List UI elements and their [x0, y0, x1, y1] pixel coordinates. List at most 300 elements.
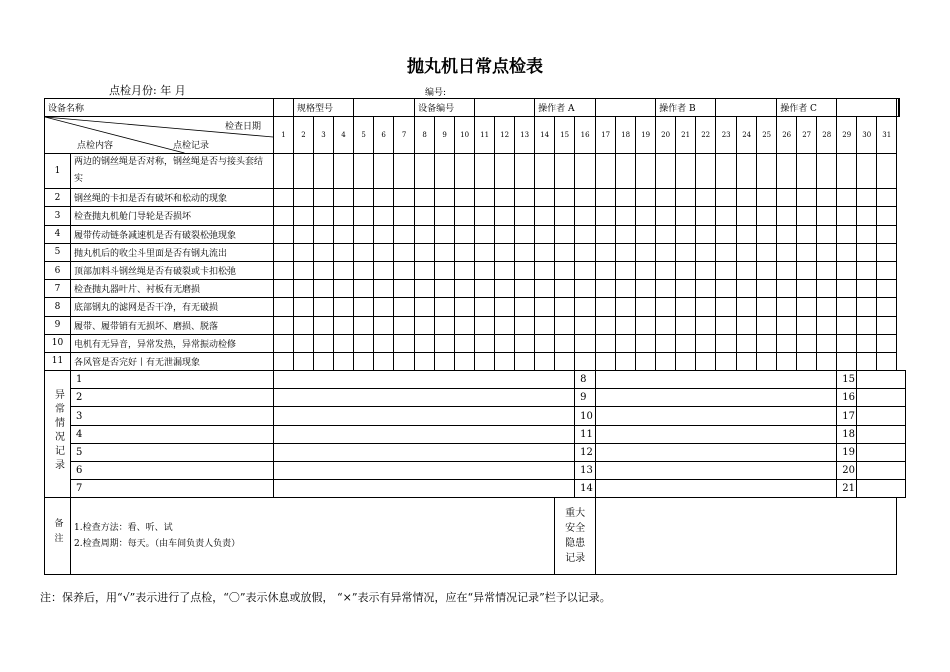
- check-cell[interactable]: [394, 154, 415, 189]
- check-cell[interactable]: [757, 225, 777, 243]
- check-cell[interactable]: [354, 316, 374, 334]
- check-cell[interactable]: [394, 261, 415, 279]
- check-cell[interactable]: [274, 243, 294, 261]
- model-value[interactable]: [354, 99, 415, 117]
- check-cell[interactable]: [797, 316, 817, 334]
- check-cell[interactable]: [797, 261, 817, 279]
- check-cell[interactable]: [394, 280, 415, 298]
- check-cell[interactable]: [575, 225, 596, 243]
- check-cell[interactable]: [455, 352, 475, 370]
- check-cell[interactable]: [596, 225, 616, 243]
- check-cell[interactable]: [837, 243, 857, 261]
- check-cell[interactable]: [535, 316, 555, 334]
- check-cell[interactable]: [475, 316, 495, 334]
- check-cell[interactable]: [555, 316, 575, 334]
- check-cell[interactable]: [777, 280, 797, 298]
- check-cell[interactable]: [535, 280, 555, 298]
- check-cell[interactable]: [837, 352, 857, 370]
- check-cell[interactable]: [636, 334, 656, 352]
- check-cell[interactable]: [616, 243, 636, 261]
- check-cell[interactable]: [535, 189, 555, 207]
- check-cell[interactable]: [656, 298, 676, 316]
- check-cell[interactable]: [314, 280, 334, 298]
- check-cell[interactable]: [314, 189, 334, 207]
- check-cell[interactable]: [535, 334, 555, 352]
- check-cell[interactable]: [716, 225, 737, 243]
- check-cell[interactable]: [354, 334, 374, 352]
- check-cell[interactable]: [817, 334, 837, 352]
- check-cell[interactable]: [274, 154, 294, 189]
- check-cell[interactable]: [716, 280, 737, 298]
- check-cell[interactable]: [575, 243, 596, 261]
- check-cell[interactable]: [575, 207, 596, 225]
- check-cell[interactable]: [475, 298, 495, 316]
- check-cell[interactable]: [777, 225, 797, 243]
- check-cell[interactable]: [596, 298, 616, 316]
- check-cell[interactable]: [274, 189, 294, 207]
- check-cell[interactable]: [797, 189, 817, 207]
- check-cell[interactable]: [877, 298, 897, 316]
- check-cell[interactable]: [354, 154, 374, 189]
- check-cell[interactable]: [354, 207, 374, 225]
- check-cell[interactable]: [596, 189, 616, 207]
- check-cell[interactable]: [314, 298, 334, 316]
- check-cell[interactable]: [555, 298, 575, 316]
- check-cell[interactable]: [334, 280, 354, 298]
- check-cell[interactable]: [696, 316, 716, 334]
- check-cell[interactable]: [877, 207, 897, 225]
- check-cell[interactable]: [857, 298, 877, 316]
- check-cell[interactable]: [676, 334, 696, 352]
- check-cell[interactable]: [555, 154, 575, 189]
- check-cell[interactable]: [797, 352, 817, 370]
- check-cell[interactable]: [877, 243, 897, 261]
- check-cell[interactable]: [394, 334, 415, 352]
- check-cell[interactable]: [535, 261, 555, 279]
- check-cell[interactable]: [696, 225, 716, 243]
- check-cell[interactable]: [334, 298, 354, 316]
- check-cell[interactable]: [716, 316, 737, 334]
- check-cell[interactable]: [837, 189, 857, 207]
- check-cell[interactable]: [354, 280, 374, 298]
- check-cell[interactable]: [515, 225, 535, 243]
- check-cell[interactable]: [757, 334, 777, 352]
- check-cell[interactable]: [575, 189, 596, 207]
- check-cell[interactable]: [555, 261, 575, 279]
- abnormal-entry[interactable]: [274, 462, 575, 480]
- check-cell[interactable]: [415, 207, 435, 225]
- check-cell[interactable]: [777, 189, 797, 207]
- check-cell[interactable]: [837, 154, 857, 189]
- check-cell[interactable]: [475, 334, 495, 352]
- check-cell[interactable]: [515, 298, 535, 316]
- check-cell[interactable]: [435, 316, 455, 334]
- check-cell[interactable]: [877, 280, 897, 298]
- check-cell[interactable]: [737, 298, 757, 316]
- operator-c-value[interactable]: [837, 99, 897, 117]
- check-cell[interactable]: [737, 189, 757, 207]
- check-cell[interactable]: [515, 334, 535, 352]
- check-cell[interactable]: [374, 189, 394, 207]
- check-cell[interactable]: [837, 316, 857, 334]
- check-cell[interactable]: [435, 334, 455, 352]
- check-cell[interactable]: [354, 261, 374, 279]
- check-cell[interactable]: [716, 154, 737, 189]
- check-cell[interactable]: [475, 189, 495, 207]
- abnormal-entry[interactable]: [857, 407, 906, 425]
- check-cell[interactable]: [596, 334, 616, 352]
- abnormal-entry[interactable]: [274, 407, 575, 425]
- check-cell[interactable]: [696, 154, 716, 189]
- check-cell[interactable]: [616, 352, 636, 370]
- operator-b-value[interactable]: [716, 99, 777, 117]
- check-cell[interactable]: [535, 207, 555, 225]
- check-cell[interactable]: [616, 261, 636, 279]
- check-cell[interactable]: [535, 225, 555, 243]
- check-cell[interactable]: [676, 298, 696, 316]
- check-cell[interactable]: [455, 280, 475, 298]
- check-cell[interactable]: [575, 352, 596, 370]
- check-cell[interactable]: [455, 225, 475, 243]
- check-cell[interactable]: [636, 280, 656, 298]
- check-cell[interactable]: [737, 243, 757, 261]
- check-cell[interactable]: [314, 261, 334, 279]
- check-cell[interactable]: [294, 154, 314, 189]
- check-cell[interactable]: [817, 298, 837, 316]
- abnormal-entry[interactable]: [596, 425, 837, 443]
- check-cell[interactable]: [596, 352, 616, 370]
- check-cell[interactable]: [857, 189, 877, 207]
- check-cell[interactable]: [314, 207, 334, 225]
- check-cell[interactable]: [495, 316, 515, 334]
- check-cell[interactable]: [475, 207, 495, 225]
- check-cell[interactable]: [696, 189, 716, 207]
- check-cell[interactable]: [555, 352, 575, 370]
- check-cell[interactable]: [877, 352, 897, 370]
- check-cell[interactable]: [777, 154, 797, 189]
- check-cell[interactable]: [857, 334, 877, 352]
- check-cell[interactable]: [596, 243, 616, 261]
- check-cell[interactable]: [797, 280, 817, 298]
- abnormal-entry[interactable]: [596, 480, 837, 498]
- check-cell[interactable]: [596, 316, 616, 334]
- check-cell[interactable]: [596, 154, 616, 189]
- check-cell[interactable]: [394, 207, 415, 225]
- check-cell[interactable]: [676, 261, 696, 279]
- check-cell[interactable]: [394, 352, 415, 370]
- check-cell[interactable]: [817, 280, 837, 298]
- check-cell[interactable]: [334, 154, 354, 189]
- check-cell[interactable]: [555, 334, 575, 352]
- check-cell[interactable]: [515, 189, 535, 207]
- check-cell[interactable]: [475, 225, 495, 243]
- check-cell[interactable]: [777, 352, 797, 370]
- check-cell[interactable]: [737, 316, 757, 334]
- check-cell[interactable]: [616, 316, 636, 334]
- check-cell[interactable]: [475, 154, 495, 189]
- check-cell[interactable]: [354, 243, 374, 261]
- check-cell[interactable]: [777, 334, 797, 352]
- check-cell[interactable]: [394, 243, 415, 261]
- check-cell[interactable]: [877, 316, 897, 334]
- check-cell[interactable]: [274, 280, 294, 298]
- equip-name-value[interactable]: [274, 99, 294, 117]
- check-cell[interactable]: [656, 207, 676, 225]
- check-cell[interactable]: [294, 225, 314, 243]
- check-cell[interactable]: [636, 225, 656, 243]
- check-cell[interactable]: [455, 334, 475, 352]
- dept-value[interactable]: [898, 99, 899, 117]
- operator-a-value[interactable]: [596, 99, 656, 117]
- check-cell[interactable]: [877, 189, 897, 207]
- check-cell[interactable]: [475, 280, 495, 298]
- check-cell[interactable]: [636, 154, 656, 189]
- check-cell[interactable]: [817, 207, 837, 225]
- check-cell[interactable]: [334, 334, 354, 352]
- check-cell[interactable]: [475, 243, 495, 261]
- check-cell[interactable]: [757, 207, 777, 225]
- check-cell[interactable]: [676, 225, 696, 243]
- check-cell[interactable]: [354, 352, 374, 370]
- check-cell[interactable]: [616, 154, 636, 189]
- check-cell[interactable]: [575, 154, 596, 189]
- check-cell[interactable]: [274, 207, 294, 225]
- check-cell[interactable]: [716, 261, 737, 279]
- check-cell[interactable]: [696, 261, 716, 279]
- check-cell[interactable]: [575, 316, 596, 334]
- check-cell[interactable]: [857, 352, 877, 370]
- check-cell[interactable]: [656, 352, 676, 370]
- check-cell[interactable]: [656, 154, 676, 189]
- check-cell[interactable]: [757, 243, 777, 261]
- check-cell[interactable]: [857, 261, 877, 279]
- check-cell[interactable]: [294, 352, 314, 370]
- check-cell[interactable]: [716, 298, 737, 316]
- check-cell[interactable]: [274, 334, 294, 352]
- check-cell[interactable]: [495, 189, 515, 207]
- check-cell[interactable]: [314, 352, 334, 370]
- check-cell[interactable]: [877, 261, 897, 279]
- check-cell[interactable]: [857, 207, 877, 225]
- check-cell[interactable]: [294, 243, 314, 261]
- check-cell[interactable]: [757, 316, 777, 334]
- check-cell[interactable]: [374, 316, 394, 334]
- abnormal-entry[interactable]: [596, 407, 837, 425]
- check-cell[interactable]: [515, 316, 535, 334]
- check-cell[interactable]: [676, 316, 696, 334]
- check-cell[interactable]: [354, 225, 374, 243]
- check-cell[interactable]: [857, 280, 877, 298]
- check-cell[interactable]: [797, 298, 817, 316]
- check-cell[interactable]: [777, 207, 797, 225]
- check-cell[interactable]: [656, 189, 676, 207]
- check-cell[interactable]: [797, 243, 817, 261]
- check-cell[interactable]: [314, 334, 334, 352]
- check-cell[interactable]: [616, 189, 636, 207]
- check-cell[interactable]: [415, 243, 435, 261]
- abnormal-entry[interactable]: [857, 462, 906, 480]
- check-cell[interactable]: [374, 243, 394, 261]
- check-cell[interactable]: [596, 261, 616, 279]
- check-cell[interactable]: [535, 352, 555, 370]
- check-cell[interactable]: [817, 189, 837, 207]
- check-cell[interactable]: [837, 280, 857, 298]
- check-cell[interactable]: [696, 298, 716, 316]
- check-cell[interactable]: [495, 154, 515, 189]
- check-cell[interactable]: [495, 298, 515, 316]
- abnormal-entry[interactable]: [596, 389, 837, 407]
- abnormal-entry[interactable]: [857, 371, 906, 389]
- check-cell[interactable]: [716, 189, 737, 207]
- check-cell[interactable]: [334, 207, 354, 225]
- check-cell[interactable]: [294, 298, 314, 316]
- check-cell[interactable]: [777, 243, 797, 261]
- check-cell[interactable]: [435, 261, 455, 279]
- check-cell[interactable]: [877, 334, 897, 352]
- check-cell[interactable]: [334, 225, 354, 243]
- check-cell[interactable]: [596, 280, 616, 298]
- check-cell[interactable]: [656, 280, 676, 298]
- check-cell[interactable]: [314, 243, 334, 261]
- abnormal-entry[interactable]: [596, 462, 837, 480]
- check-cell[interactable]: [394, 316, 415, 334]
- major-hazard-entry[interactable]: [596, 498, 897, 575]
- check-cell[interactable]: [636, 352, 656, 370]
- check-cell[interactable]: [837, 298, 857, 316]
- check-cell[interactable]: [797, 154, 817, 189]
- check-cell[interactable]: [575, 261, 596, 279]
- check-cell[interactable]: [354, 298, 374, 316]
- check-cell[interactable]: [415, 316, 435, 334]
- check-cell[interactable]: [817, 243, 837, 261]
- check-cell[interactable]: [757, 352, 777, 370]
- check-cell[interactable]: [334, 261, 354, 279]
- check-cell[interactable]: [515, 352, 535, 370]
- check-cell[interactable]: [656, 225, 676, 243]
- abnormal-entry[interactable]: [857, 389, 906, 407]
- check-cell[interactable]: [334, 243, 354, 261]
- check-cell[interactable]: [555, 189, 575, 207]
- check-cell[interactable]: [636, 243, 656, 261]
- check-cell[interactable]: [374, 154, 394, 189]
- check-cell[interactable]: [676, 280, 696, 298]
- check-cell[interactable]: [374, 334, 394, 352]
- check-cell[interactable]: [817, 154, 837, 189]
- check-cell[interactable]: [314, 225, 334, 243]
- check-cell[interactable]: [696, 207, 716, 225]
- check-cell[interactable]: [636, 207, 656, 225]
- check-cell[interactable]: [475, 352, 495, 370]
- check-cell[interactable]: [495, 352, 515, 370]
- check-cell[interactable]: [737, 261, 757, 279]
- check-cell[interactable]: [435, 225, 455, 243]
- check-cell[interactable]: [515, 243, 535, 261]
- check-cell[interactable]: [716, 352, 737, 370]
- check-cell[interactable]: [334, 316, 354, 334]
- check-cell[interactable]: [274, 261, 294, 279]
- check-cell[interactable]: [435, 298, 455, 316]
- check-cell[interactable]: [274, 298, 294, 316]
- check-cell[interactable]: [415, 154, 435, 189]
- check-cell[interactable]: [777, 316, 797, 334]
- equip-no-value[interactable]: [475, 99, 535, 117]
- check-cell[interactable]: [374, 352, 394, 370]
- abnormal-entry[interactable]: [274, 480, 575, 498]
- check-cell[interactable]: [575, 280, 596, 298]
- check-cell[interactable]: [435, 352, 455, 370]
- check-cell[interactable]: [757, 261, 777, 279]
- check-cell[interactable]: [495, 225, 515, 243]
- check-cell[interactable]: [374, 207, 394, 225]
- check-cell[interactable]: [737, 154, 757, 189]
- check-cell[interactable]: [797, 334, 817, 352]
- check-cell[interactable]: [535, 298, 555, 316]
- check-cell[interactable]: [475, 261, 495, 279]
- check-cell[interactable]: [656, 316, 676, 334]
- abnormal-entry[interactable]: [596, 371, 837, 389]
- check-cell[interactable]: [515, 207, 535, 225]
- check-cell[interactable]: [877, 154, 897, 189]
- check-cell[interactable]: [616, 225, 636, 243]
- check-cell[interactable]: [555, 280, 575, 298]
- check-cell[interactable]: [616, 334, 636, 352]
- check-cell[interactable]: [636, 298, 656, 316]
- check-cell[interactable]: [495, 261, 515, 279]
- abnormal-entry[interactable]: [857, 443, 906, 461]
- check-cell[interactable]: [857, 243, 877, 261]
- check-cell[interactable]: [817, 316, 837, 334]
- check-cell[interactable]: [676, 189, 696, 207]
- check-cell[interactable]: [415, 225, 435, 243]
- abnormal-entry[interactable]: [857, 480, 906, 498]
- check-cell[interactable]: [716, 334, 737, 352]
- check-cell[interactable]: [716, 243, 737, 261]
- check-cell[interactable]: [274, 225, 294, 243]
- check-cell[interactable]: [374, 280, 394, 298]
- check-cell[interactable]: [656, 334, 676, 352]
- check-cell[interactable]: [415, 334, 435, 352]
- abnormal-entry[interactable]: [857, 425, 906, 443]
- check-cell[interactable]: [676, 207, 696, 225]
- check-cell[interactable]: [394, 189, 415, 207]
- check-cell[interactable]: [274, 316, 294, 334]
- check-cell[interactable]: [415, 352, 435, 370]
- check-cell[interactable]: [455, 261, 475, 279]
- check-cell[interactable]: [334, 352, 354, 370]
- check-cell[interactable]: [374, 261, 394, 279]
- check-cell[interactable]: [797, 225, 817, 243]
- check-cell[interactable]: [294, 280, 314, 298]
- check-cell[interactable]: [837, 225, 857, 243]
- check-cell[interactable]: [274, 352, 294, 370]
- check-cell[interactable]: [857, 316, 877, 334]
- check-cell[interactable]: [696, 280, 716, 298]
- check-cell[interactable]: [817, 225, 837, 243]
- check-cell[interactable]: [616, 207, 636, 225]
- check-cell[interactable]: [455, 154, 475, 189]
- check-cell[interactable]: [435, 243, 455, 261]
- check-cell[interactable]: [415, 298, 435, 316]
- check-cell[interactable]: [696, 243, 716, 261]
- check-cell[interactable]: [374, 225, 394, 243]
- abnormal-entry[interactable]: [274, 443, 575, 461]
- abnormal-entry[interactable]: [274, 389, 575, 407]
- check-cell[interactable]: [857, 225, 877, 243]
- check-cell[interactable]: [857, 154, 877, 189]
- check-cell[interactable]: [716, 207, 737, 225]
- check-cell[interactable]: [294, 316, 314, 334]
- check-cell[interactable]: [596, 207, 616, 225]
